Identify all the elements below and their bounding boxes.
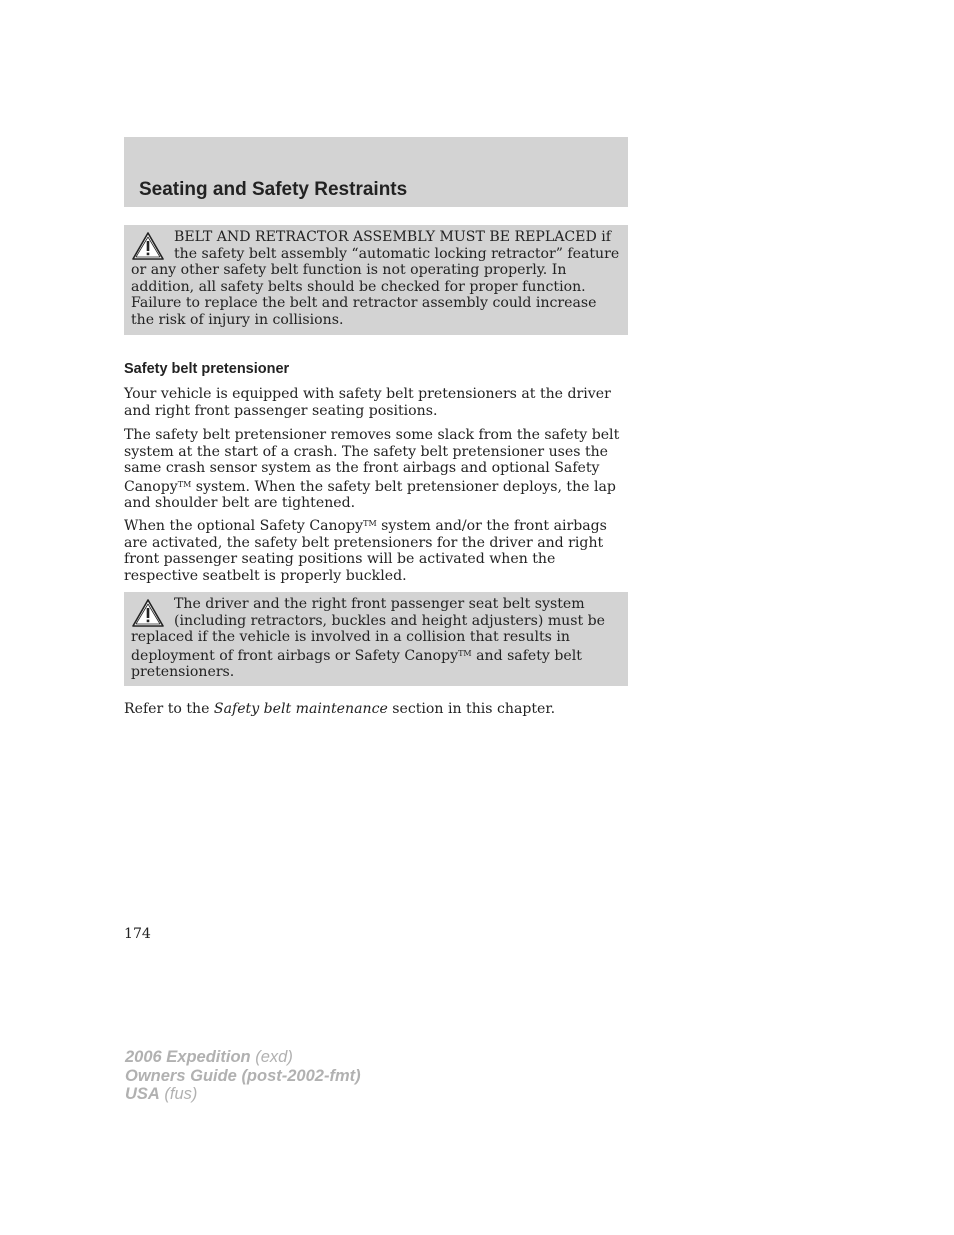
refer-paragraph: Refer to the Safety belt maintenance section in this chapter. [124,701,556,717]
trademark-mark: TM [363,519,377,528]
pretensioner-paragraph-3: When the optional Safety Canopy™ system and/or the front airbags are activated, the safety belt pretensioners for the driver and right front passenger seating positions will be activated when the respective seatbelt is properly buckled. [124,518,607,584]
trademark-mark: TM [458,648,472,658]
footer-line-market: USA (fus) [125,1085,198,1103]
warning-triangle-icon [131,231,165,261]
subsection-heading: Safety belt pretensioner [124,361,290,377]
pretensioner-paragraph-2: The safety belt pretensioner removes some slack from the safety belt system at the start of a crash. The safety belt pretensioner uses the same crash sensor system as the front airbags and optional Safety Canopy™ system. When the safety belt pretensioner deploys, the lap and shoulder belt are tightened. [124,427,620,511]
warning-box-collision-replacement [124,592,628,686]
section-title: Seating and Safety Restraints [139,179,408,200]
page-number: 174 [124,926,151,942]
warning-box-belt-replacement [124,225,628,335]
trademark-mark: TM [177,479,192,489]
warning-text: BELT AND RETRACTOR ASSEMBLY MUST BE REPLACED if the safety belt assembly “automatic locking retractor” feature or any other safety belt function is not operating properly. In addition, all safety belts should be checked for proper function. Failure to replace the belt and retractor assembly could increase the risk of injury in collisions. [131,229,620,328]
footer-line-guide: Owners Guide (post-2002-fmt) [125,1066,361,1085]
pretensioner-paragraph-1: Your vehicle is equipped with safety belt pretensioners at the driver and right front passenger seating positions. [124,386,611,419]
warning-text: The driver and the right front passenger seat belt system (including retractors, buckles and height adjusters) must be replaced if the vehicle is involved in a collision that results in deployment of front airbags or Safety Canopy™ and safety belt pretensioners. [131,596,606,680]
document-footer [125,1048,361,1104]
cross-reference-section-name: Safety belt maintenance [213,701,388,717]
footer-line-model: 2006 Expedition (exd) [125,1048,293,1066]
section-header-band [124,137,628,207]
warning-triangle-icon [131,598,165,628]
